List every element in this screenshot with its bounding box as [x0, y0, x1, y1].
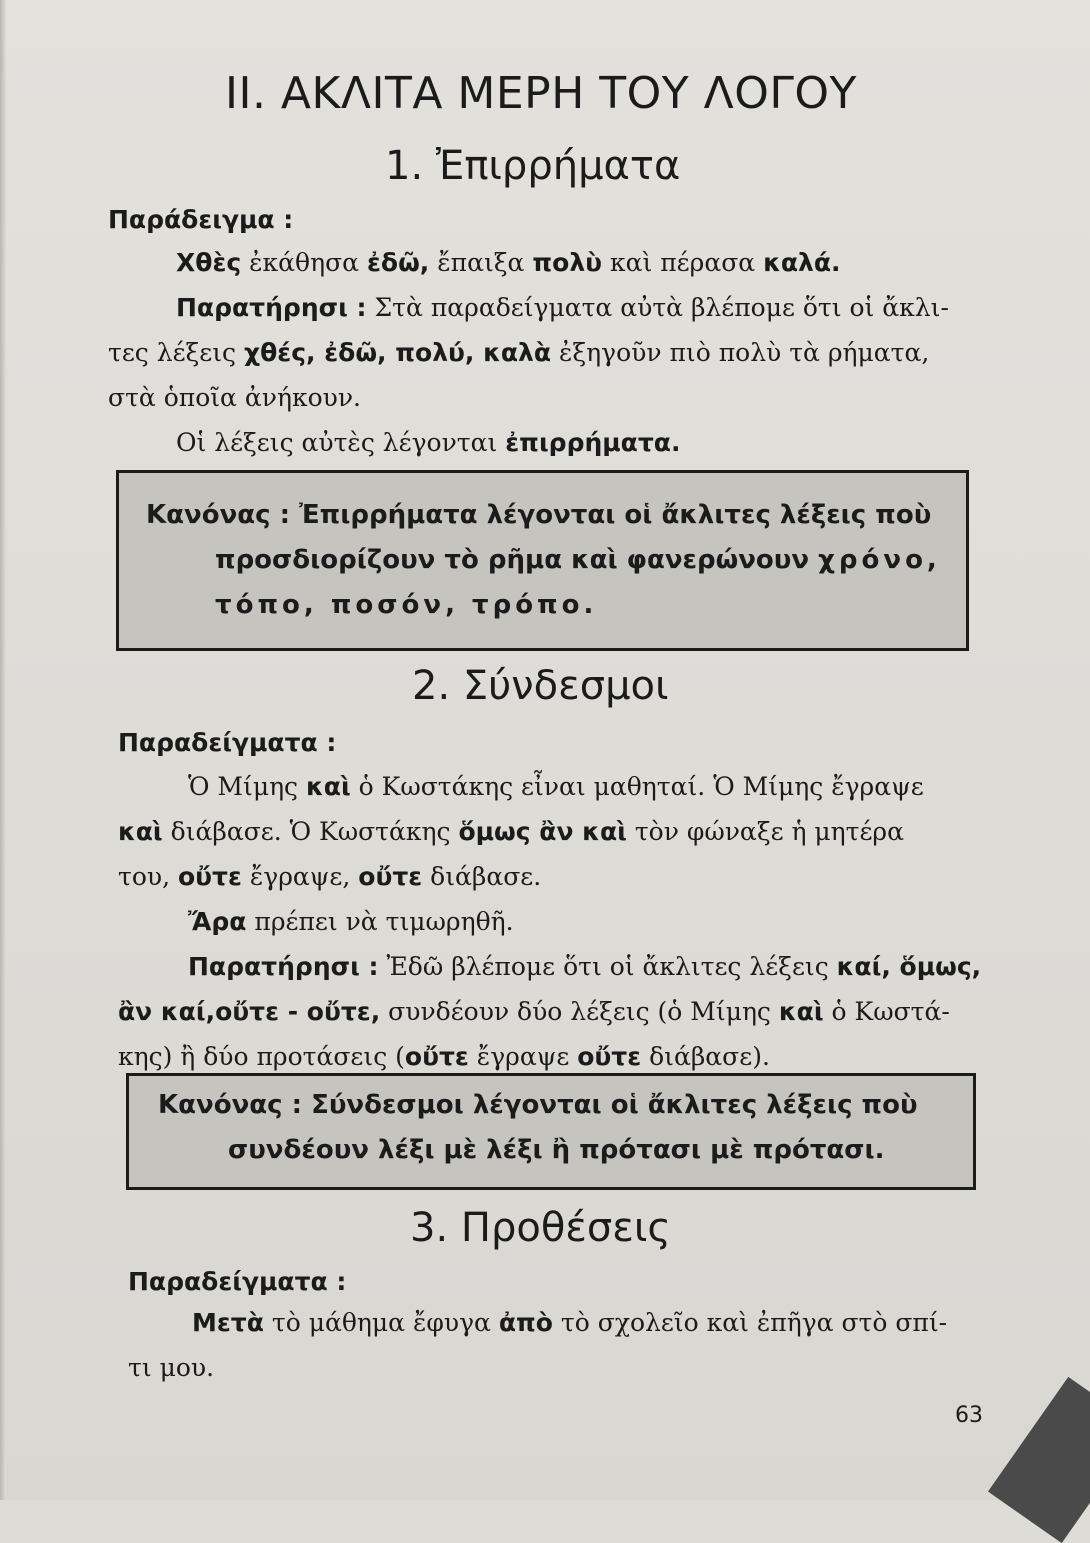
section-title-prepositions: 3. Προθέσεις [410, 1205, 671, 1251]
section-title-adverbs: 1. Ἐπιρρήματα [385, 143, 681, 189]
example-line-2: καὶ διάβασε. Ὁ Κωστάκης ὅμως ἂν καὶ τὸν φώναξε ἡ μητέρα [118, 817, 904, 846]
rule-line-2: προσδιορίζουν τὸ ρῆμα καὶ φανερώνουν χρόνο, [215, 545, 941, 575]
observation-line-2: ἂν καί,οὔτε - οὔτε, συνδέουν δύο λέξεις (ὁ Μίμης καὶ ὁ Κωστά- [118, 997, 950, 1026]
rule-line-2: συνδέουν λέξι μὲ λέξι ἢ πρότασι μὲ πρότασι. [228, 1135, 885, 1165]
example-line-1: Ὁ Μίμης καὶ ὁ Κωστάκης εἶναι μαθηταί. Ὁ Μίμης ἔγραψε [188, 772, 924, 801]
page-spine-shadow [0, 0, 6, 1500]
observation-line-4: Οἱ λέξεις αὐτὲς λέγονται ἐπιρρήματα. [176, 428, 681, 457]
observation-line-1: Παρατήρησι : Ἐδῶ βλέπομε ὅτι οἱ ἄκλιτες λέξεις καί, ὅμως, [188, 952, 982, 981]
example-line-1: Μετὰ τὸ μάθημα ἔφυγα ἀπὸ τὸ σχολεῖο καὶ ἐπῆγα στὸ σπί- [192, 1308, 948, 1337]
page-number: 63 [955, 1403, 983, 1428]
section-title-conjunctions: 2. Σύνδεσμοι [412, 663, 669, 709]
observation-line-2: τες λέξεις χθές, ἐδῶ, πολύ, καλὰ ἐξηγοῦν πιὸ πολὺ τὰ ρήματα, [108, 338, 930, 367]
observation-line-1: Παρατήρησι : Στὰ παραδείγματα αὐτὰ βλέπομε ὅτι οἱ ἄκλι- [176, 293, 949, 322]
example-label: Παράδειγμα : [108, 205, 294, 234]
part-heading: II. ΑΚΛΙΤΑ ΜΕΡΗ ΤΟΥ ΛΟΓΟΥ [225, 68, 857, 119]
observation-line-3: κης) ἢ δύο προτάσεις (οὔτε ἔγραψε οὔτε διάβασε). [118, 1042, 770, 1071]
rule-line-1: Κανόνας : Σύνδεσμοι λέγονται οἱ ἄκλιτες λέξεις ποὺ [158, 1090, 918, 1120]
example-sentence: Χθὲς ἐκάθησα ἐδῶ, ἔπαιξα πολὺ καὶ πέρασα καλά. [176, 248, 841, 277]
page-corner-shadow [988, 1377, 1090, 1543]
example-line-3: του, οὔτε ἔγραψε, οὔτε διάβασε. [118, 862, 542, 891]
rule-line-1: Κανόνας : Ἐπιρρήματα λέγονται οἱ ἄκλιτες λέξεις ποὺ [146, 500, 932, 530]
example-line-4: Ἄρα πρέπει νὰ τιμωρηθῆ. [188, 907, 514, 936]
example-label: Παραδείγματα : [128, 1267, 347, 1296]
example-label: Παραδείγματα : [118, 728, 337, 757]
example-line-2: τι μου. [128, 1353, 215, 1382]
observation-line-3: στὰ ὁποῖα ἀνήκουν. [108, 383, 361, 412]
rule-line-3: τόπο, ποσόν, τρόπο. [215, 590, 598, 620]
